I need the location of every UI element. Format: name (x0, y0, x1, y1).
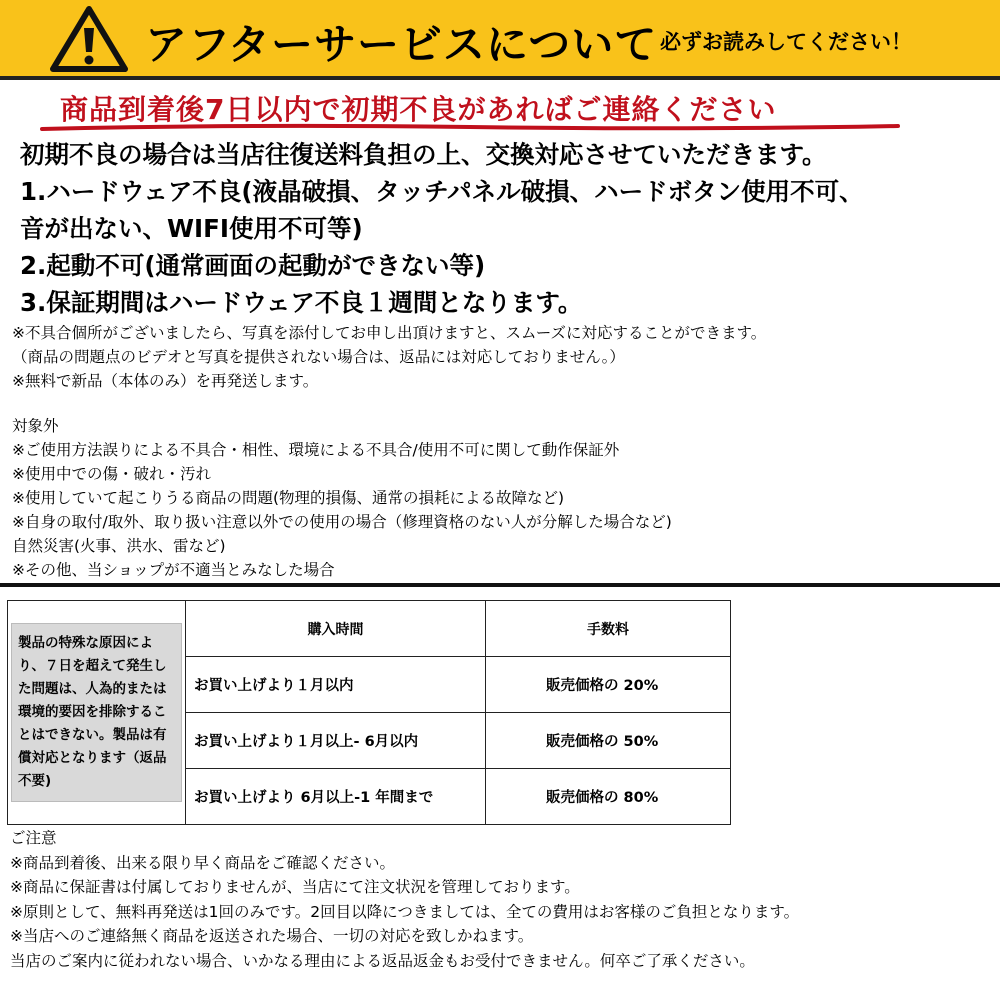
headline-text: 商品到着後7日以内で初期不良があればご連絡ください (60, 93, 777, 126)
caution-item: ※当店へのご連絡無く商品を返送された場合、一切の対応を致しかねます。 (10, 927, 534, 945)
headline-underline (40, 122, 900, 134)
caution-item: 当店のご案内に従われない場合、いかなる理由による返品返金もお受付できません。何卒ご了承ください。 (10, 951, 755, 970)
exclusion-item: ※使用中での傷・破れ・汚れ (12, 465, 211, 483)
period-cell: お買い上げより１月以内 (186, 657, 486, 713)
period-cell: お買い上げより１月以上- 6月以内 (186, 713, 486, 769)
main-line: 1.ハードウェア不良(液晶破損、タッチパネル破損、ハードボタン使用不可、 (20, 177, 864, 206)
exclusion-item: ※ご使用方法誤りによる不具合・相性、環境による不具合/使用不可に関して動作保証外 (12, 441, 620, 459)
warning-triangle-icon (50, 6, 128, 72)
main-line: 音が出ない、WIFI使用不可等) (20, 214, 363, 243)
condition-text: 製品の特殊な原因により、７日を超えて発生した問題は、人為的または環境的要因を排除することはできない。製品は有償対応となります（返品不要) (11, 623, 182, 802)
page-title: アフターサービスについて (145, 20, 658, 69)
caution-item: ※商品到着後、出来る限り早く商品をご確認ください。 (10, 853, 395, 872)
fee-cell: 販売価格の 50% (486, 713, 731, 769)
exclusions-block (12, 414, 992, 582)
exclusion-item: ※自身の取付/取外、取り扱い注意以外での使用の場合（修理資格のない人が分解した場合など) (12, 513, 672, 531)
condition-cell (8, 601, 186, 825)
main-terms (20, 136, 990, 321)
exclusion-item: ※その他、当ショップが不適当とみなした場合 (12, 561, 335, 579)
table-header-row (8, 601, 731, 657)
header-banner (0, 0, 1000, 80)
exclusion-item: ※使用していて起こりうる商品の問題(物理的損傷、通常の損耗による故障など) (12, 489, 565, 507)
main-line: 2.起動不可(通常画面の起動ができない等) (20, 251, 486, 280)
section-divider (0, 583, 1000, 587)
column-header-period: 購入時間 (186, 601, 486, 657)
note-line: ※無料で新品（本体のみ）を再発送します。 (12, 372, 319, 390)
caution-item: ※商品に保証書は付属しておりませんが、当店にて注文状況を管理しております。 (10, 878, 580, 896)
exclusions-title: 対象外 (12, 417, 59, 435)
notes-block (12, 321, 992, 393)
exclusion-item: 自然災害(火事、洪水、雷など) (12, 537, 226, 555)
note-line: ※不具合個所がございましたら、写真を添付してお申し出頂けますと、スムーズに対応することができます。 (12, 324, 767, 342)
period-cell: お買い上げより 6月以上-1 年間まで (186, 769, 486, 825)
headline-block (40, 88, 900, 132)
fee-cell: 販売価格の 80% (486, 769, 731, 825)
caution-block (10, 826, 995, 973)
caution-item: ※原則として、無料再発送は1回のみです。2回目以降につきましては、全ての費用はお客様のご負担となります。 (10, 902, 800, 921)
main-line: 初期不良の場合は当店往復送料負担の上、交換対応させていただきます。 (20, 140, 827, 169)
fee-table (7, 600, 731, 825)
header-notice: 必ずお読みしてください！ (660, 30, 912, 54)
note-line: （商品の問題点のビデオと写真を提供されない場合は、返品には対応しておりません。） (12, 348, 625, 366)
caution-title: ご注意 (10, 829, 57, 847)
fee-cell: 販売価格の 20% (486, 657, 731, 713)
column-header-fee: 手数料 (486, 601, 731, 657)
main-line: 3.保証期間はハードウェア不良１週間となります。 (20, 288, 583, 317)
